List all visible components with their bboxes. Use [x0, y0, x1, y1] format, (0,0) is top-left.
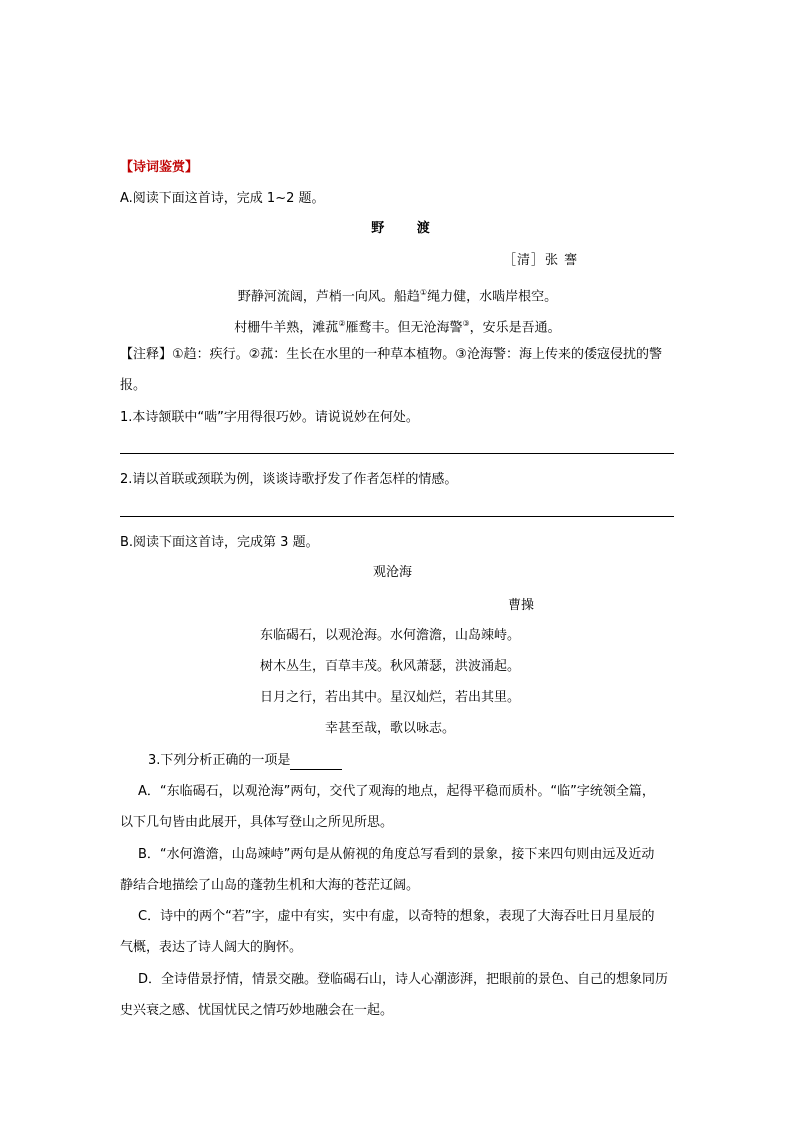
notes-line-1: 【注释】①趋：疾行。②菰：生长在水里的一种草本植物。③沧海警：海上传来的倭寇侵扰的警: [120, 347, 662, 362]
poem-a-author: ［清］张 謇: [503, 253, 579, 268]
answer-line-2[interactable]: [120, 516, 674, 517]
poem-a-line-1-text-a: 野静河流阔，芦梢一向风。船趋: [237, 289, 420, 305]
poem-b-line-1: 东临碣石，以观沧海。水何澹澹，山岛竦峙。: [259, 628, 520, 643]
question-3-text: 3.下列分析正确的一项是: [148, 753, 291, 768]
poem-a-line-2-text-a: 村栅牛羊熟，滩菰: [234, 320, 339, 336]
part-a-intro: A.阅读下面这首诗，完成 1~2 题。: [120, 191, 325, 206]
poem-a-line-2: [120, 315, 675, 337]
option-c-line-1: C．诗中的两个“若”字，虚中有实，实中有虚，以奇特的想象，表现了大海吞吐日月星辰的: [138, 909, 655, 924]
option-d-line-2: 史兴衰之感、忧国忧民之情巧妙地融会在一起。: [120, 1003, 394, 1018]
option-a-line-1: A．“东临碣石，以观沧海”两句，交代了观海的地点，起得平稳而质朴。“临”字统领全篇，: [138, 784, 655, 799]
poem-a-line-1: [120, 284, 675, 306]
poem-b-line-2: 树木丛生，百草丰茂。秋风萧瑟，洪波涌起。: [259, 659, 520, 674]
option-b-line-2: 静结合地描绘了山岛的蓬勃生机和大海的苍茫辽阔。: [120, 878, 420, 893]
option-a-line-2: 以下几句皆由此展开，具体写登山之所见所思。: [120, 815, 394, 830]
notes-line-2: 报。: [120, 378, 147, 393]
poem-b-author: 曹操: [508, 598, 535, 613]
note-marker-1: ①: [419, 288, 428, 297]
poem-a-line-2-text-b: 雁鹜丰。但无沧海警: [345, 320, 463, 336]
answer-blank-3[interactable]: [290, 755, 342, 770]
part-b-intro: B.阅读下面这首诗，完成第 3 题。: [120, 535, 319, 550]
poem-a-title: 野 渡: [371, 221, 444, 236]
poem-a-line-2-text-c: ，安乐是吾通。: [469, 320, 561, 336]
option-d-line-1: D．全诗借景抒情，情景交融。登临碣石山，诗人心潮澎湃，把眼前的景色、自己的想象同历: [138, 972, 669, 987]
question-2: 2.请以首联或颈联为例，谈谈诗歌抒发了作者怎样的情感。: [120, 472, 458, 487]
section-title: 【诗词鉴赏】: [120, 160, 199, 175]
poem-b-line-4: 幸甚至哉，歌以咏志。: [324, 721, 455, 736]
question-3: [148, 752, 703, 770]
poem-b-title: 观沧海: [372, 565, 412, 580]
option-c-line-2: 气概，表达了诗人阔大的胸怀。: [120, 940, 303, 955]
option-b-line-1: B．“水何澹澹，山岛竦峙”两句是从俯视的角度总写看到的景象，接下来四句则由远及近动: [138, 847, 655, 862]
answer-line-1[interactable]: [120, 453, 674, 454]
question-1: 1.本诗颔联中“啮”字用得很巧妙。请说说妙在何处。: [120, 410, 419, 425]
note-marker-2: ②: [338, 319, 346, 328]
poem-a-line-1-text-b: 绳力健，水啮岸根空。: [427, 289, 558, 305]
note-marker-3: ③: [462, 319, 470, 328]
poem-b-line-3: 日月之行，若出其中。星汉灿烂，若出其里。: [259, 690, 520, 705]
